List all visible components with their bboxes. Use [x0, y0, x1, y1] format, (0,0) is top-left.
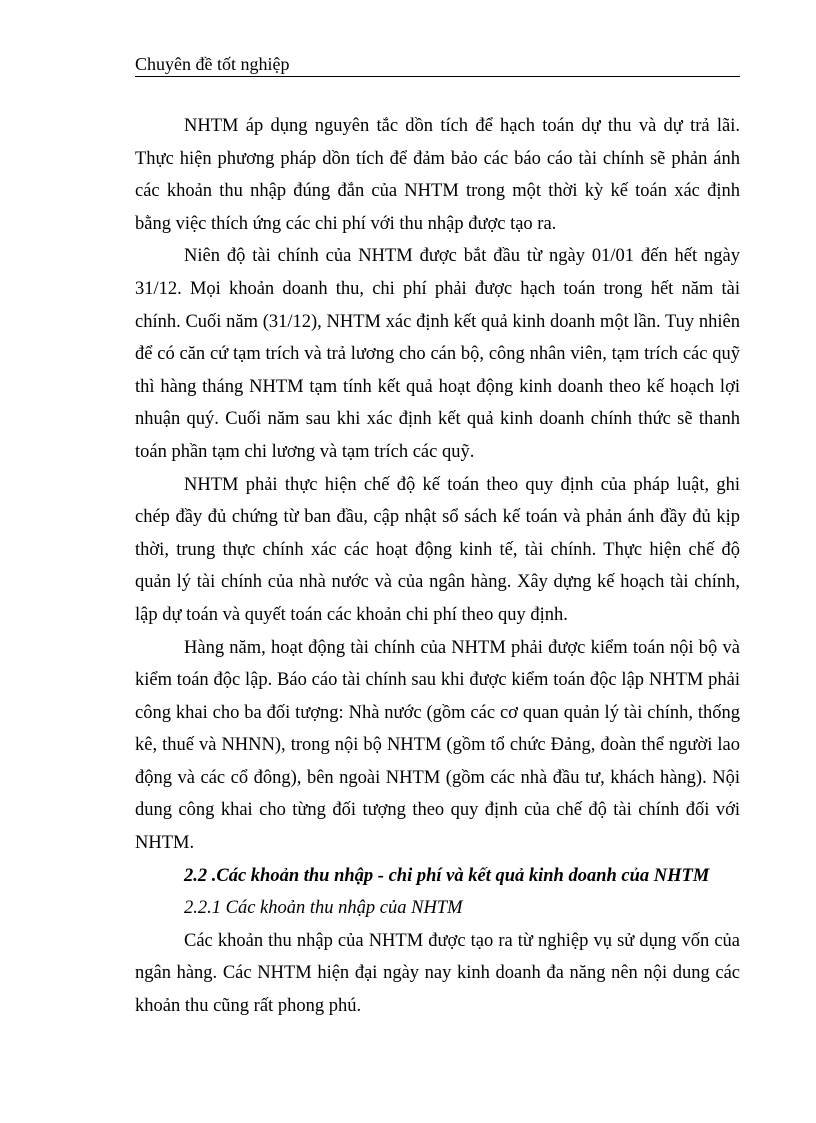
subsection-heading: 2.2.1 Các khoản thu nhập của NHTM: [184, 898, 463, 919]
page-header: Chuyên đề tốt nghiệp: [135, 52, 740, 77]
paragraph-income: Các khoản thu nhập của NHTM được tạo ra từ nghiệp vụ sử dụng vốn của ngân hàng. Các NHTM hiện đại ngày nay kinh doanh đa năng nên nội dung các khoản thu cũng rất phong phú.: [135, 930, 740, 1017]
section-heading: 2.2 .Các khoản thu nhập - chi phí và kết quả kinh doanh của NHTM: [184, 865, 710, 886]
paragraph-accounting-regime: NHTM phải thực hiện chế độ kế toán theo quy định của pháp luật, ghi chép đầy đủ chứng từ ban đầu, cập nhật sổ sách kế toán và phản ánh đầy đủ kịp thời, trung thực chính xác các hoạt động kinh tế, tài chính. Thực hiện chế độ quản lý tài chính của nhà nước và của ngân hàng. Xây dựng kế hoạch tài chính, lập dự toán và quyết toán các khoản chi phí theo quy định.: [135, 474, 740, 625]
paragraph-accrual: NHTM áp dụng nguyên tắc dồn tích để hạch toán dự thu và dự trả lãi. Thực hiện phương pháp dồn tích để đảm bảo các báo cáo tài chính sẽ phản ánh các khoản thu nhập đúng đắn của NHTM trong một thời kỳ kế toán xác định bằng việc thích ứng các chi phí với thu nhập được tạo ra.: [135, 116, 740, 234]
paragraph-fiscal-year: Niên độ tài chính của NHTM được bắt đầu từ ngày 01/01 đến hết ngày 31/12. Mọi khoản doanh thu, chi phí phải được hạch toán trong hết năm tài chính. Cuối năm (31/12), NHTM xác định kết quả kinh doanh một lần. Tuy nhiên để có căn cứ tạm trích và trả lương cho cán bộ, công nhân viên, tạm trích các quỹ thì hàng tháng NHTM tạm tính kết quả hoạt động kinh doanh theo kế hoạch lợi nhuận quý. Cuối năm sau khi xác định kết quả kinh doanh chính thức sẽ thanh toán phần tạm chi lương và tạm trích các quỹ.: [135, 246, 740, 462]
document-body: [135, 110, 740, 1023]
paragraph-audit: Hàng năm, hoạt động tài chính của NHTM phải được kiểm toán nội bộ và kiểm toán độc lập. Báo cáo tài chính sau khi được kiểm toán độc lập NHTM phải công khai cho ba đối tượng: Nhà nước (gồm các cơ quan quản lý tài chính, thống kê, thuế và NHNN), trong nội bộ NHTM (gồm tổ chức Đảng, đoàn thể người lao động và các cổ đông), bên ngoài NHTM (gồm các nhà đầu tư, khách hàng). Nội dung công khai cho từng đối tượng theo quy định của chế độ tài chính đối với NHTM.: [135, 637, 740, 854]
